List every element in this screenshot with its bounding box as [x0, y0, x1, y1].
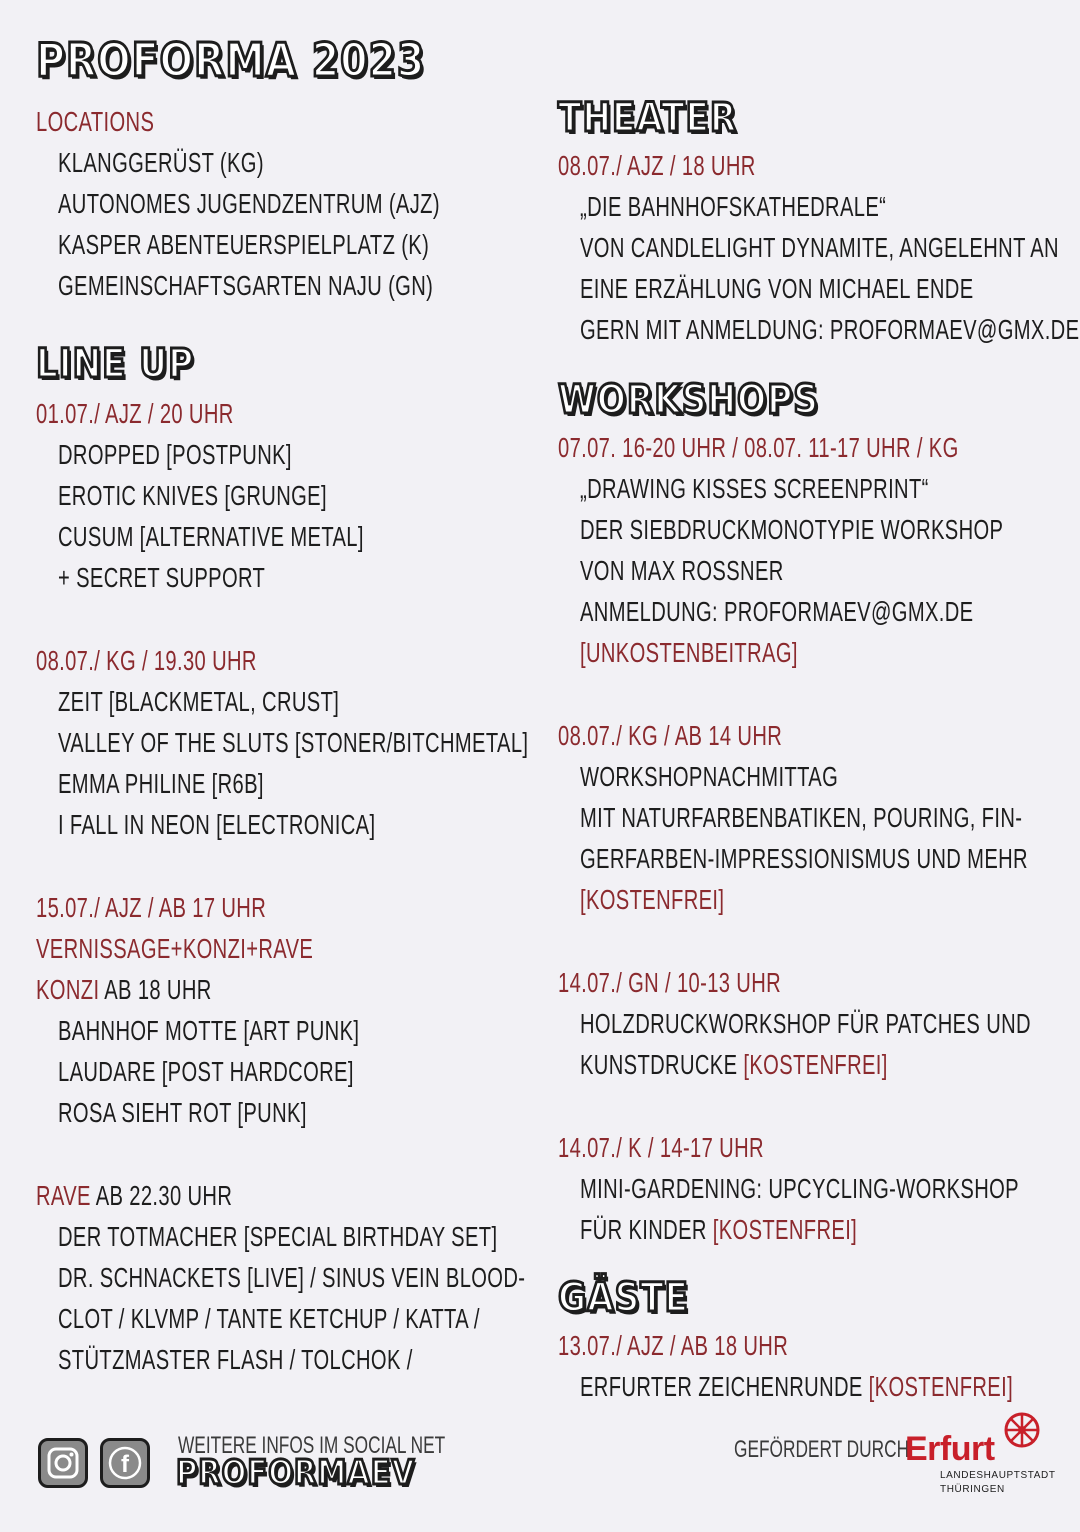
event-date: 08.07./ AJZ / 18 UHR — [558, 150, 756, 181]
workshop-line: MIT NATURFARBENBATIKEN, POURING, FIN- — [580, 802, 1023, 833]
workshop-line: „DRAWING KISSES SCREENPRINT“ — [580, 473, 929, 504]
social-handle[interactable]: PROFORMAEV — [176, 1453, 416, 1493]
theater-line: GERN MIT ANMELDUNG: PROFORMAEV@GMX.DE — [580, 314, 1080, 345]
cost-note: [KOSTENFREI] — [580, 884, 725, 915]
act-item: I FALL IN NEON [ELECTRONICA] — [58, 809, 376, 840]
gaeste-line — [580, 1369, 1013, 1405]
konzi-line — [36, 972, 212, 1008]
workshop-line: ANMELDUNG: PROFORMAEV@GMX.DE — [580, 596, 974, 627]
event-date: 07.07. 16-20 UHR / 08.07. 11-17 UHR / KG — [558, 432, 959, 463]
event-date: 08.07./ KG / 19.30 UHR — [36, 645, 257, 676]
act-item: LAUDARE [POST HARDCORE] — [58, 1056, 354, 1087]
cost-note: [KOSTENFREI] — [868, 1371, 1014, 1402]
lineup-heading: LINE UP — [36, 341, 195, 387]
workshop-line: MINI-GARDENING: UPCYCLING-WORKSHOP — [580, 1173, 1019, 1204]
konzi-label: KONZI — [36, 974, 100, 1005]
konzi-time: AB 18 UHR — [99, 974, 212, 1005]
locations-label: LOCATIONS — [36, 106, 155, 137]
event-date: 08.07./ KG / AB 14 UHR — [558, 720, 783, 751]
workshop-line: HOLZDRUCKWORKSHOP FÜR PATCHES UND — [580, 1008, 1031, 1039]
workshop-line: VON MAX ROSSNER — [580, 555, 784, 586]
event-date: 01.07./ AJZ / 20 UHR — [36, 398, 234, 429]
rave-label: RAVE — [36, 1180, 91, 1211]
workshop-text: FÜR KINDER — [580, 1214, 713, 1245]
act-item: CLOT / KLVMP / TANTE KETCHUP / KATTA / — [58, 1303, 480, 1334]
workshop-line — [580, 1212, 857, 1248]
gaeste-text: ERFURTER ZEICHENRUNDE — [580, 1371, 869, 1402]
footer — [0, 1430, 1080, 1530]
act-item: ROSA SIEHT ROT [PUNK] — [58, 1097, 307, 1128]
cost-note: [KOSTENFREI] — [743, 1049, 888, 1080]
location-item: AUTONOMES JUGENDZENTRUM (AJZ) — [58, 188, 440, 219]
act-item: STÜTZMASTER FLASH / TOLCHOK / — [58, 1344, 413, 1375]
act-item: DR. SCHNACKETS [LIVE] / SINUS VEIN BLOOD- — [58, 1262, 526, 1293]
theater-heading: THEATER — [558, 95, 738, 141]
workshop-line: WORKSHOPNACHMITTAG — [580, 761, 839, 792]
facebook-icon[interactable] — [100, 1438, 150, 1488]
theater-line: EINE ERZÄHLUNG VON MICHAEL ENDE — [580, 273, 974, 304]
svg-text:f: f — [121, 1451, 129, 1478]
rave-line — [36, 1178, 232, 1214]
theater-line: VON CANDLELIGHT DYNAMITE, ANGELEHNT AN — [580, 232, 1059, 263]
event-date: 14.07./ K / 14-17 UHR — [558, 1132, 764, 1163]
erfurt-wheel-icon — [1002, 1410, 1042, 1450]
event-subtitle: VERNISSAGE+KONZI+RAVE — [36, 933, 314, 964]
act-item: CUSUM [ALTERNATIVE METAL] — [58, 521, 364, 552]
act-item: VALLEY OF THE SLUTS [STONER/BITCHMETAL] — [58, 727, 529, 758]
instagram-icon[interactable] — [38, 1438, 88, 1488]
workshop-line: DER SIEBDRUCKMONOTYPIE WORKSHOP — [580, 514, 1004, 545]
cost-note: [UNKOSTENBEITRAG] — [580, 637, 798, 668]
location-item: KLANGGERÜST (KG) — [58, 147, 264, 178]
funded-by-label: GEFÖRDERT DURCH — [734, 1436, 910, 1463]
location-item: GEMEINSCHAFTSGARTEN NAJU (GN) — [58, 270, 434, 301]
event-date: 13.07./ AJZ / AB 18 UHR — [558, 1330, 789, 1361]
cost-note: [KOSTENFREI] — [712, 1214, 858, 1245]
workshop-text: KUNSTDRUCKE — [580, 1049, 744, 1080]
act-item: EMMA PHILINE [R6B] — [58, 768, 264, 799]
erfurt-sub1: LANDESHAUPTSTADT — [940, 1470, 1056, 1481]
act-item: DROPPED [POSTPUNK] — [58, 439, 292, 470]
workshop-line — [580, 1047, 888, 1083]
poster-title: PROFORMA 2023 — [36, 33, 426, 87]
workshop-line: GERFARBEN-IMPRESSIONISMUS UND MEHR — [580, 843, 1028, 874]
erfurt-sub2: THÜRINGEN — [940, 1484, 1005, 1495]
act-item: DER TOTMACHER [SPECIAL BIRTHDAY SET] — [58, 1221, 498, 1252]
social-info: WEITERE INFOS IM SOCIAL NET — [178, 1432, 446, 1459]
event-date: 14.07./ GN / 10-13 UHR — [558, 967, 782, 998]
rave-time: AB 22.30 UHR — [90, 1180, 233, 1211]
act-item: ZEIT [BLACKMETAL, CRUST] — [58, 686, 340, 717]
erfurt-logo-text: Erfurt — [905, 1430, 995, 1468]
event-date: 15.07./ AJZ / AB 17 UHR — [36, 892, 267, 923]
act-item: EROTIC KNIVES [GRUNGE] — [58, 480, 327, 511]
act-item: + SECRET SUPPORT — [58, 562, 266, 593]
act-item: BAHNHOF MOTTE [ART PUNK] — [58, 1015, 360, 1046]
workshops-heading: WORKSHOPS — [558, 377, 819, 423]
location-item: KASPER ABENTEUERSPIELPLATZ (K) — [58, 229, 430, 260]
gaeste-heading: GÄSTE — [558, 1275, 689, 1321]
theater-line: „DIE BAHNHOFSKATHEDRALE“ — [580, 191, 887, 222]
